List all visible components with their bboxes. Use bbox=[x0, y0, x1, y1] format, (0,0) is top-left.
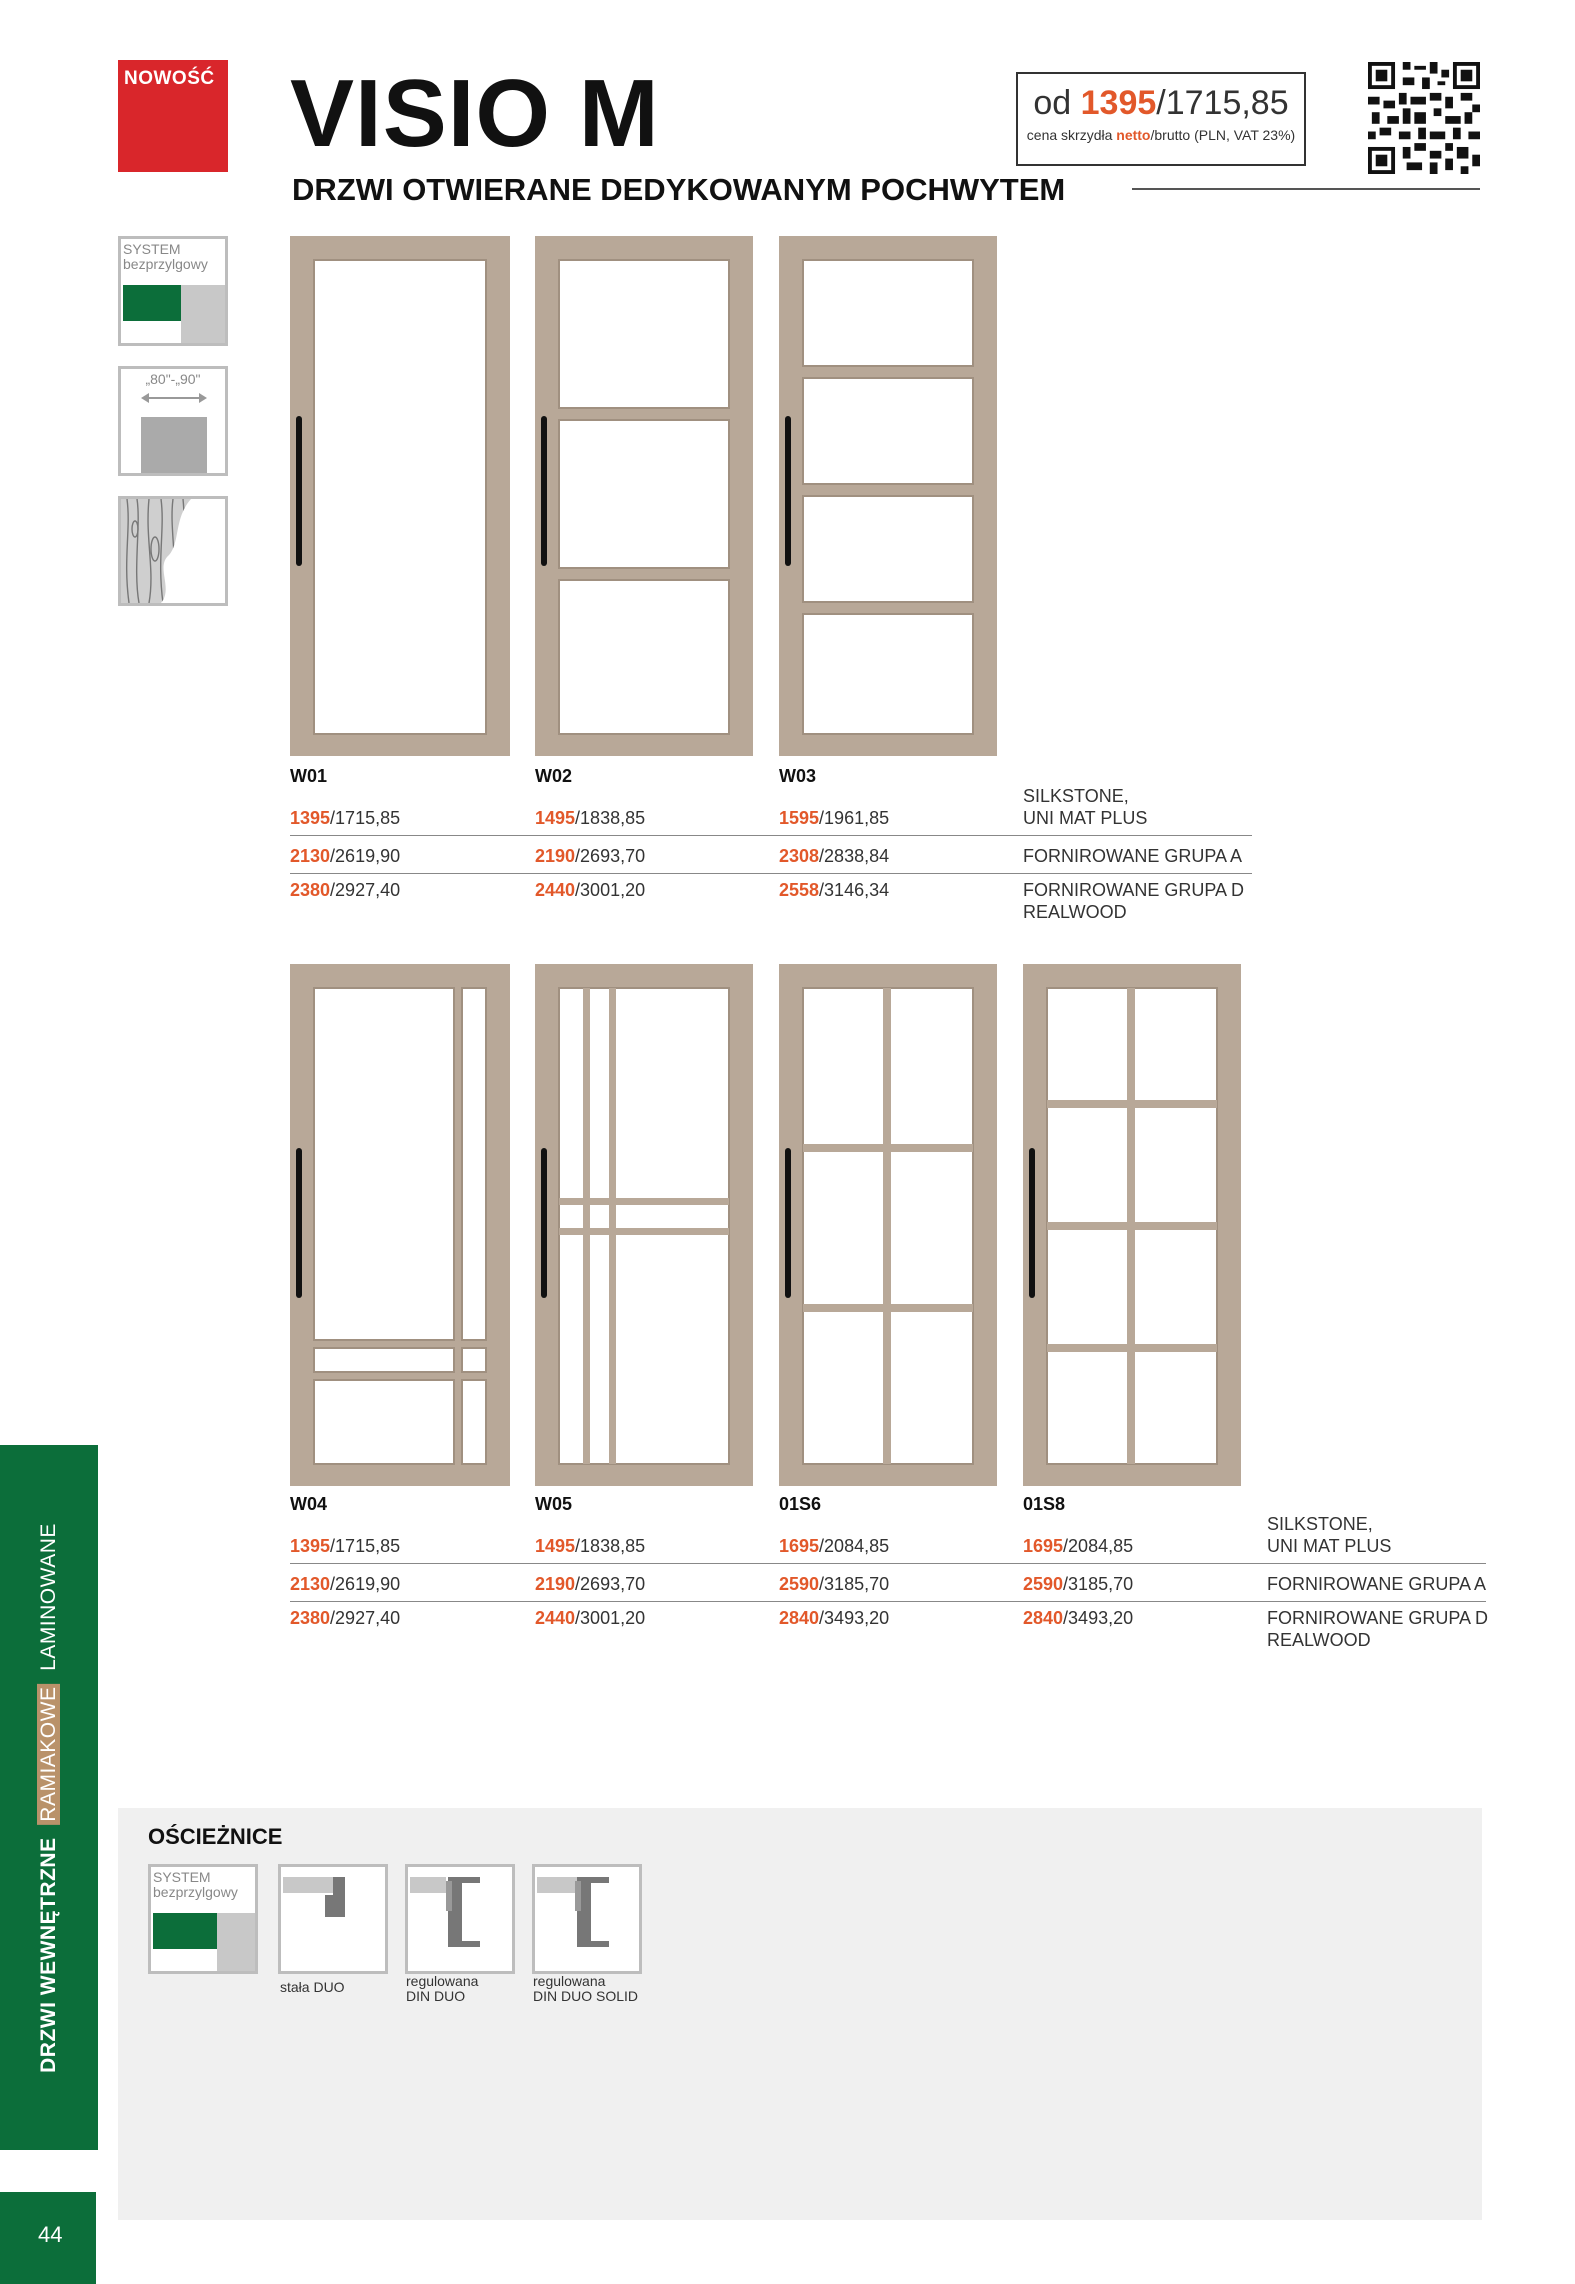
price-box bbox=[1016, 72, 1306, 166]
category-grupa-a: FORNIROWANE GRUPA A bbox=[1267, 1574, 1487, 1594]
price-01s8-grupa-a: 2590/3185,70 bbox=[1023, 1574, 1134, 1594]
price-w03-grupa-a: 2308/2838,84 bbox=[779, 846, 890, 866]
subtitle-rule bbox=[1132, 188, 1480, 190]
frames-title: OŚCIEŻNICE bbox=[148, 1824, 283, 1849]
price-w05-grupa-a: 2190/2693,70 bbox=[535, 1574, 646, 1594]
divider bbox=[290, 873, 1252, 874]
new-badge bbox=[118, 60, 228, 172]
category-silkstone: SILKSTONE, UNI MAT PLUS bbox=[1023, 786, 1148, 828]
handle-bar[interactable] bbox=[296, 1148, 302, 1298]
price-01s8-grupa-d: 2840/3493,20 bbox=[1023, 1608, 1134, 1628]
frame-system-icon bbox=[148, 1864, 258, 1974]
price-w04-silkstone: 1395/1715,85 bbox=[290, 1536, 401, 1556]
width-range-icon bbox=[118, 366, 228, 476]
page-number: 44 bbox=[0, 2192, 96, 2284]
price-01s6-silkstone: 1695/2084,85 bbox=[779, 1536, 890, 1556]
door-label-w04: W04 bbox=[290, 1494, 328, 1514]
price-w01-silkstone: 1395/1715,85 bbox=[290, 808, 401, 828]
starting-price: od 1395/1715,85 bbox=[1033, 84, 1289, 122]
category-sidebar-text bbox=[0, 1445, 98, 2150]
sidebar-part-1: DRZWI WEWNĘTRZNE bbox=[37, 1836, 60, 2073]
sidebar-part-2: RAMIAKOWE bbox=[37, 1683, 60, 1824]
price-w04-grupa-a: 2130/2619,90 bbox=[290, 1574, 401, 1594]
handle-bar[interactable] bbox=[1029, 1148, 1035, 1298]
frame-caption-stala-duo: stała DUO bbox=[280, 1979, 345, 1995]
door-01s6[interactable] bbox=[779, 964, 997, 1486]
frame-system-label: SYSTEM bezprzylgowy bbox=[153, 1869, 238, 1900]
qr-code-icon[interactable] bbox=[1368, 62, 1480, 174]
system-label: SYSTEM bezprzylgowy bbox=[123, 241, 208, 272]
price-w01-grupa-a: 2130/2619,90 bbox=[290, 846, 401, 866]
frame-stala-duo-icon[interactable] bbox=[278, 1864, 388, 1974]
door-w05[interactable] bbox=[535, 964, 753, 1486]
price-note: cena skrzydła netto/brutto (PLN, VAT 23%) bbox=[1026, 127, 1296, 143]
door-width-shape bbox=[141, 417, 207, 475]
page-subtitle: DRZWI OTWIERANE DEDYKOWANYM POCHWYTEM bbox=[292, 172, 1066, 207]
door-label-w03: W03 bbox=[779, 766, 817, 786]
handle-bar[interactable] bbox=[541, 416, 547, 566]
handle-bar[interactable] bbox=[541, 1148, 547, 1298]
door-w02[interactable] bbox=[535, 236, 753, 756]
width-label: „80"-„90" bbox=[145, 371, 201, 387]
category-grupa-d: FORNIROWANE GRUPA D REALWOOD bbox=[1023, 880, 1245, 922]
door-w01[interactable] bbox=[290, 236, 510, 756]
frame-din-duo-icon[interactable] bbox=[405, 1864, 515, 1974]
price-w04-grupa-d: 2380/2927,40 bbox=[290, 1608, 401, 1628]
price-01s8-silkstone: 1695/2084,85 bbox=[1023, 1536, 1134, 1556]
price-01s6-grupa-a: 2590/3185,70 bbox=[779, 1574, 890, 1594]
price-w02-silkstone: 1495/1838,85 bbox=[535, 808, 646, 828]
sidebar-part-3: LAMINOWANE bbox=[37, 1522, 60, 1671]
width-arrow-icon bbox=[141, 391, 207, 405]
door-label-w05: W05 bbox=[535, 1494, 573, 1514]
price-01s6-grupa-d: 2840/3493,20 bbox=[779, 1608, 890, 1628]
price-w02-grupa-a: 2190/2693,70 bbox=[535, 846, 646, 866]
door-w04[interactable] bbox=[290, 964, 510, 1486]
category-grupa-a: FORNIROWANE GRUPA A bbox=[1023, 846, 1243, 866]
price-w05-silkstone: 1495/1838,85 bbox=[535, 1536, 646, 1556]
price-w02-grupa-d: 2440/3001,20 bbox=[535, 880, 646, 900]
door-01s8[interactable] bbox=[1023, 964, 1241, 1486]
wood-veneer-icon bbox=[118, 496, 228, 606]
handle-bar[interactable] bbox=[785, 416, 791, 566]
divider bbox=[290, 1601, 1486, 1602]
frame-caption-din-duo-solid: regulowana DIN DUO SOLID bbox=[533, 1973, 639, 2005]
door-w03[interactable] bbox=[779, 236, 997, 756]
system-bezprzylgowy-icon bbox=[118, 236, 228, 346]
door-leaf-shape bbox=[123, 285, 181, 321]
price-w03-grupa-d: 2558/3146,34 bbox=[779, 880, 890, 900]
price-w05-grupa-d: 2440/3001,20 bbox=[535, 1608, 646, 1628]
handle-bar[interactable] bbox=[785, 1148, 791, 1298]
door-label-w02: W02 bbox=[535, 766, 573, 786]
divider bbox=[290, 1563, 1486, 1564]
new-badge-label: NOWOŚĆ bbox=[124, 68, 215, 89]
price-w03-silkstone: 1595/1961,85 bbox=[779, 808, 890, 828]
divider bbox=[290, 835, 1252, 836]
door-label-01s6: 01S6 bbox=[779, 1494, 822, 1514]
price-w01-grupa-d: 2380/2927,40 bbox=[290, 880, 401, 900]
frame-din-duo-solid-icon[interactable] bbox=[532, 1864, 642, 1974]
door-label-01s8: 01S8 bbox=[1023, 1494, 1066, 1514]
category-silkstone: SILKSTONE, UNI MAT PLUS bbox=[1267, 1514, 1392, 1556]
page-title: VISIO M bbox=[290, 60, 660, 167]
frame-caption-din-duo: regulowana DIN DUO bbox=[406, 1973, 479, 2005]
category-grupa-d: FORNIROWANE GRUPA D REALWOOD bbox=[1267, 1608, 1489, 1650]
door-label-w01: W01 bbox=[290, 766, 328, 786]
handle-bar[interactable] bbox=[296, 416, 302, 566]
frame-shape bbox=[181, 285, 225, 343]
